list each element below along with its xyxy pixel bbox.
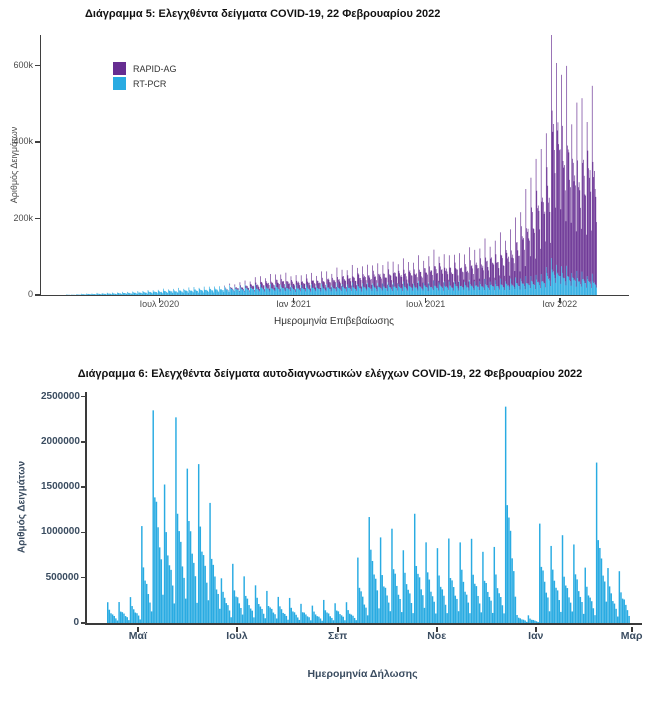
- x-tick-label: Ιαν 2021: [276, 299, 311, 309]
- y-tick-label: 2500000: [41, 390, 80, 402]
- y-tick-label: 600k: [13, 59, 33, 70]
- y-tick-mark: [35, 141, 40, 143]
- y-tick-mark: [81, 441, 86, 443]
- x-tick-label: Νοε: [427, 630, 447, 642]
- legend-swatch: [113, 62, 126, 75]
- chart6-x-axis-label: Ημερομηνία Δήλωσης: [307, 668, 418, 680]
- x-tick-label: Μαρ: [620, 630, 643, 642]
- chart-selftest-samples: [0, 360, 660, 702]
- chart5-title: Διάγραμμα 5: Ελεγχθέντα δείγματα COVID-19, 22 Φεβρουαρίου 2022: [85, 8, 441, 20]
- chart-covid-samples: [0, 0, 660, 350]
- x-tick-label: Ιουλ 2021: [405, 299, 446, 309]
- x-tick-label: Ιαν 2022: [542, 299, 578, 309]
- x-tick-label: Ιαν: [528, 630, 544, 642]
- y-tick-label: 2000000: [41, 435, 80, 447]
- y-tick-label: 500000: [45, 571, 79, 583]
- y-tick-label: 200k: [13, 212, 33, 223]
- y-tick-mark: [81, 532, 86, 534]
- y-tick-mark: [35, 218, 40, 220]
- chart5-y-axis-label: Αριθμός Δειγμάτων: [9, 126, 19, 204]
- legend-item-rt-pcr: [113, 77, 177, 90]
- y-tick-label: 1000000: [41, 526, 80, 538]
- legend-label: RT-PCR: [133, 78, 167, 89]
- y-tick-label: 1500000: [41, 481, 80, 493]
- legend-label: RAPID-AG: [133, 63, 177, 74]
- x-tick-label: Ιουλ 2020: [139, 299, 180, 309]
- chart6-plot-area: [41, 390, 643, 642]
- x-tick-label: Σεπ: [327, 630, 348, 642]
- y-tick-mark: [81, 486, 86, 488]
- y-tick-label: 0: [73, 617, 79, 628]
- x-tick-label: Ιουλ: [226, 630, 248, 642]
- y-tick-mark: [81, 396, 86, 398]
- chart6-title: Διάγραμμα 6: Ελεγχθέντα δείγματα αυτοδιαγνωστικών ελέγχων COVID-19, 22 Φεβρουαρίου 2022: [77, 368, 583, 380]
- diagram6-bars: [87, 392, 642, 623]
- legend-swatch: [113, 77, 126, 90]
- y-tick-label: 400k: [13, 136, 33, 147]
- y-tick-mark: [81, 622, 86, 624]
- chart6-y-axis-label: Αριθμός Δειγμάτων: [16, 460, 28, 554]
- y-tick-label: 0: [27, 289, 33, 299]
- x-tick-label: Μαϊ: [128, 630, 147, 642]
- y-tick-mark: [35, 294, 40, 296]
- chart5-legend: [113, 62, 177, 92]
- y-tick-mark: [81, 577, 86, 579]
- y-tick-mark: [35, 65, 40, 67]
- chart5-x-axis-label: Ημερομηνία Επιβεβαίωσης: [274, 316, 394, 327]
- legend-item-rapid-ag: [113, 62, 177, 75]
